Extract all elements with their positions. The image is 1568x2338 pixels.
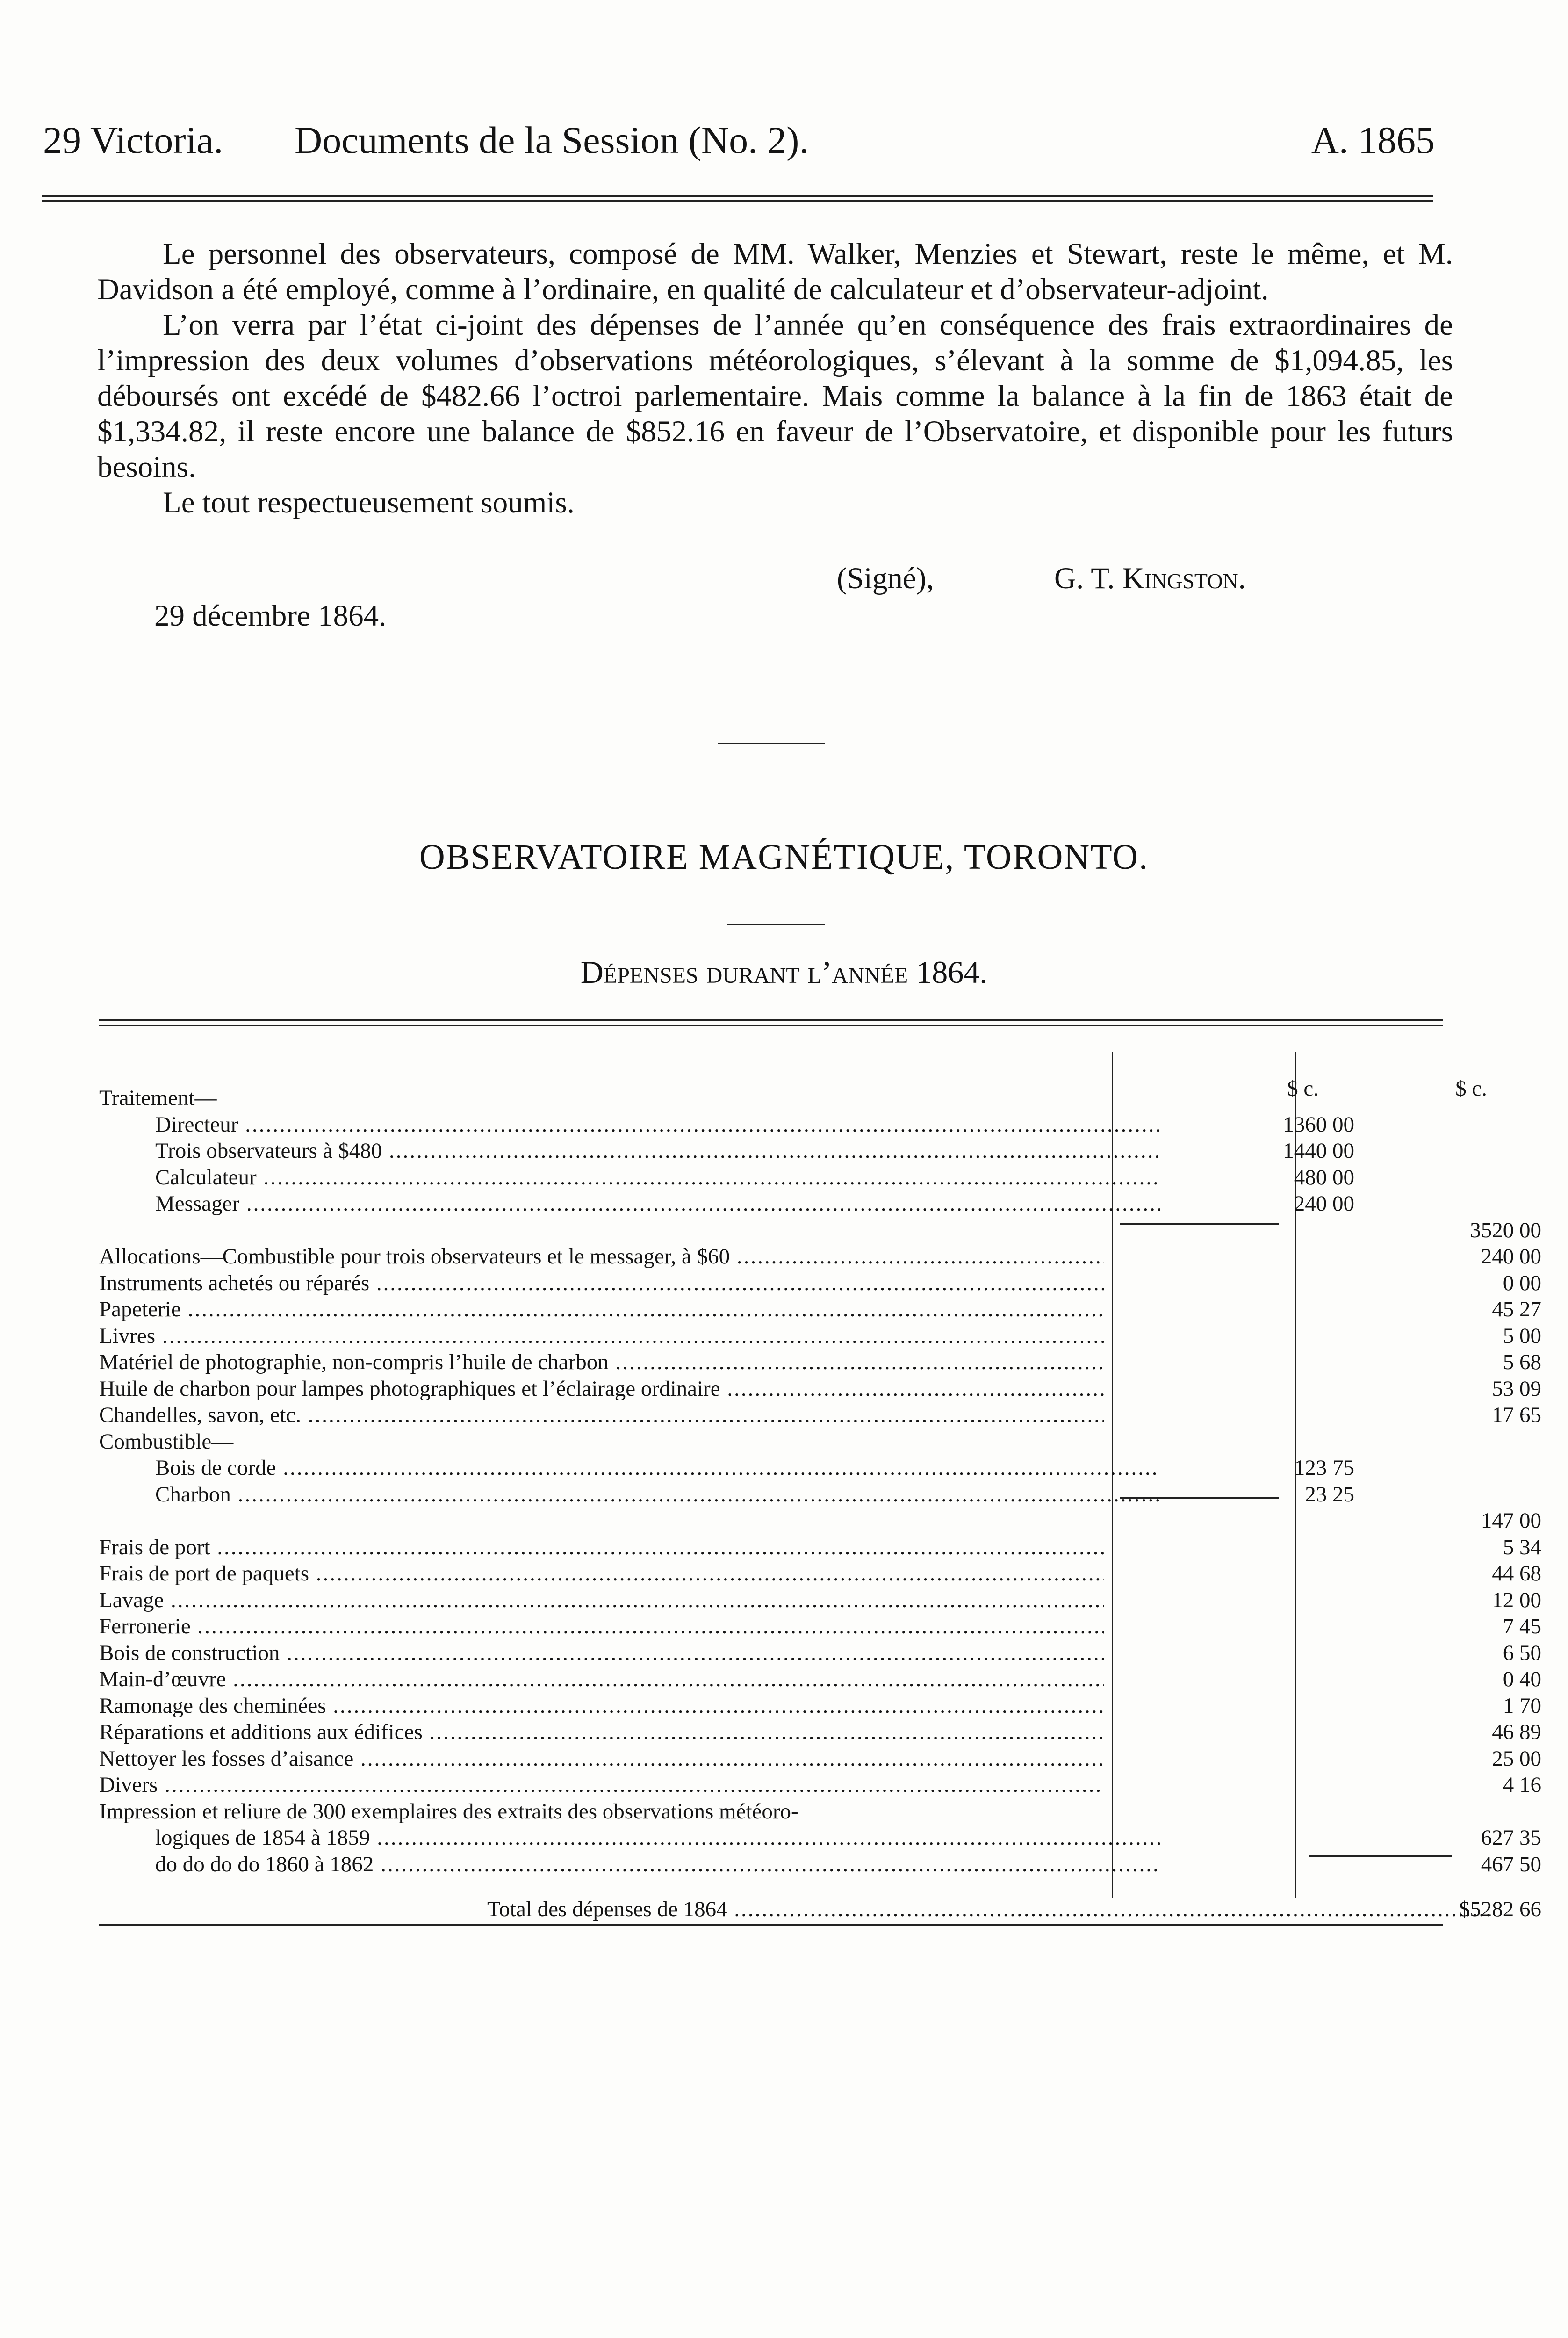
table-row (99, 1798, 1455, 1825)
row-label: Réparations et additions aux édifices ..... (99, 1719, 1104, 1745)
row-label: Trois observateurs à $480 ..... (99, 1138, 1160, 1164)
table-row (99, 1666, 1541, 1692)
table-row (99, 1560, 1541, 1587)
row-label: Combustible— (99, 1429, 234, 1454)
table-row (99, 1085, 1455, 1111)
table-row (99, 1693, 1541, 1719)
row-amount: 147 00 (1481, 1508, 1541, 1533)
row-amount: 5 34 (1503, 1535, 1541, 1559)
signatory: G. T. Kingston. (1054, 562, 1246, 595)
row-label: Livres ..... (99, 1323, 1104, 1349)
row-label: Allocations—Combustible pour trois observateurs et le messager, à $60 ..... (99, 1243, 1104, 1270)
row-amount: 12 00 (1492, 1588, 1541, 1612)
row-amount: 5 68 (1503, 1350, 1541, 1374)
row-amount: 44 68 (1492, 1561, 1541, 1586)
row-subamount: 480 00 (1294, 1165, 1354, 1190)
row-label: Charbon ..... (99, 1481, 1160, 1508)
table-row (99, 1243, 1541, 1270)
table-row (99, 1138, 1455, 1164)
row-label: Calculateur ..... (99, 1164, 1160, 1191)
table-row (99, 1455, 1455, 1481)
row-label: logiques de 1854 à 1859 ..... (99, 1825, 1160, 1851)
row-label: Frais de port de paquets ..... (99, 1560, 1104, 1587)
col2-header: $ c. (1455, 1076, 1487, 1101)
row-subamount: 123 75 (1294, 1456, 1354, 1480)
row-label: Nettoyer les fosses d’aisance ..... (99, 1746, 1104, 1772)
letter-date: 29 décembre 1864. (154, 599, 387, 633)
row-label: Messager ..... (99, 1191, 1160, 1217)
table-row (99, 1746, 1541, 1772)
table-row (99, 1613, 1541, 1639)
row-label: Divers ..... (99, 1772, 1104, 1798)
paragraph-1: Le personnel des observateurs, composé de MM. Walker, Menzies et Stewart, reste le même, et M. Davidson a été employé, comme à l’ordinaire, en qualité de calculateur et d’observateur-adjoint. (97, 237, 1453, 306)
table-row (99, 1191, 1455, 1217)
row-label: Ramonage des cheminées ..... (99, 1693, 1104, 1719)
table-row (99, 1323, 1541, 1349)
table-row (99, 1851, 1541, 1877)
table-bottom-rule (99, 1924, 1443, 1926)
col1-header: $ c. (1287, 1076, 1319, 1101)
header-center: Documents de la Session (No. 2). (295, 119, 809, 161)
section-title: OBSERVATOIRE MAGNÉTIQUE, TORONTO. (419, 837, 1149, 877)
header-rule-2 (42, 200, 1433, 202)
row-amount: 53 09 (1492, 1376, 1541, 1401)
table-row (99, 1772, 1541, 1798)
row-label: Ferronerie ..... (99, 1613, 1104, 1639)
row-subamount: 1360 00 (1283, 1112, 1354, 1137)
row-amount: 6 50 (1503, 1640, 1541, 1665)
divider-2 (727, 924, 825, 925)
row-label: Matériel de photographie, non-compris l’huile de charbon ..... (99, 1349, 1104, 1375)
row-amount: 45 27 (1492, 1297, 1541, 1321)
table-top-rule-2 (99, 1025, 1443, 1026)
row-amount: 240 00 (1481, 1244, 1541, 1269)
table-row (99, 1164, 1455, 1191)
divider-1 (718, 743, 825, 744)
letter-body (97, 236, 1453, 520)
row-amount: 467 50 (1481, 1852, 1541, 1876)
row-amount: 46 89 (1492, 1720, 1541, 1744)
subtitle: Dépenses durant l’année 1864. (580, 954, 988, 990)
table-row (99, 1825, 1541, 1851)
table-row (99, 1270, 1541, 1296)
table-row (99, 1111, 1455, 1138)
row-amount: 1 70 (1503, 1693, 1541, 1718)
row-amount: 5 00 (1503, 1323, 1541, 1348)
row-label: Bois de corde ..... (99, 1455, 1160, 1481)
row-label: Chandelles, savon, etc. ..... (99, 1402, 1104, 1428)
table-row (99, 1719, 1541, 1745)
row-label: do do do do 1860 à 1862 ..... (99, 1851, 1160, 1877)
header-left: 29 Victoria. (43, 119, 223, 161)
table-row (99, 1296, 1541, 1322)
table-row (99, 1217, 1541, 1243)
row-label: Impression et reliure de 300 exemplaires des extraits des observations météoro- (99, 1799, 798, 1824)
total-rule (1309, 1855, 1452, 1857)
table-row (99, 1429, 1455, 1455)
row-amount: 17 65 (1492, 1403, 1541, 1427)
row-label: Instruments achetés ou réparés ..... (99, 1270, 1104, 1296)
row-subamount: 1440 00 (1283, 1139, 1354, 1163)
subtotal-rule-salaries (1120, 1223, 1279, 1225)
paragraph-2: L’on verra par l’état ci-joint des dépenses de l’année qu’en conséquence des frais extraordinaires de l’impression des deux volumes d’observations météorologiques, s’élevant à la somme de $1,094.85, les déboursés ont excédé de $482.66 l’octroi parlementaire. Mais comme la balance à la fin de 1863 était de $1,334.82, il reste encore une balance de $852.16 en faveur de l’Observatoire, et disponible pour les futurs besoins. (97, 308, 1453, 484)
row-amount: 7 45 (1503, 1614, 1541, 1638)
subtotal-rule-fuel (1120, 1497, 1279, 1499)
row-amount: 4 16 (1503, 1773, 1541, 1797)
row-amount: 0 40 (1503, 1667, 1541, 1691)
row-subamount: 23 25 (1305, 1482, 1354, 1507)
row-subamount: 240 00 (1294, 1191, 1354, 1216)
row-label: Traitement— (99, 1086, 217, 1110)
table-row (99, 1402, 1541, 1428)
row-label: Directeur ..... (99, 1111, 1160, 1138)
row-label: Main-d’œuvre ..... (99, 1666, 1104, 1692)
row-label: Total des dépenses de 1864 ..... (99, 1896, 1492, 1922)
row-label: Papeterie ..... (99, 1296, 1104, 1322)
row-label: Bois de construction ..... (99, 1640, 1104, 1666)
table-row (99, 1587, 1541, 1613)
table-row (99, 1376, 1541, 1402)
table-row (99, 1534, 1541, 1560)
header-rule-1 (42, 195, 1433, 197)
table-row (99, 1640, 1541, 1666)
signed-label: (Signé), (837, 562, 934, 595)
row-label: Frais de port ..... (99, 1534, 1104, 1560)
row-amount: 627 35 (1481, 1826, 1541, 1850)
paragraph-3: Le tout respectueusement soumis. (163, 486, 575, 520)
row-amount: $5282 66 (1459, 1897, 1541, 1921)
table-row (99, 1896, 1541, 1922)
row-label: Lavage ..... (99, 1587, 1104, 1613)
table-row (99, 1349, 1541, 1375)
row-amount: 3520 00 (1470, 1218, 1541, 1242)
row-label: Huile de charbon pour lampes photographiques et l’éclairage ordinaire ..... (99, 1376, 1104, 1402)
table-top-rule-1 (99, 1019, 1443, 1021)
table-row (99, 1481, 1455, 1508)
row-amount: 25 00 (1492, 1746, 1541, 1771)
header-right: A. 1865 (1311, 119, 1435, 161)
row-amount: 0 00 (1503, 1270, 1541, 1295)
table-row (99, 1508, 1541, 1534)
